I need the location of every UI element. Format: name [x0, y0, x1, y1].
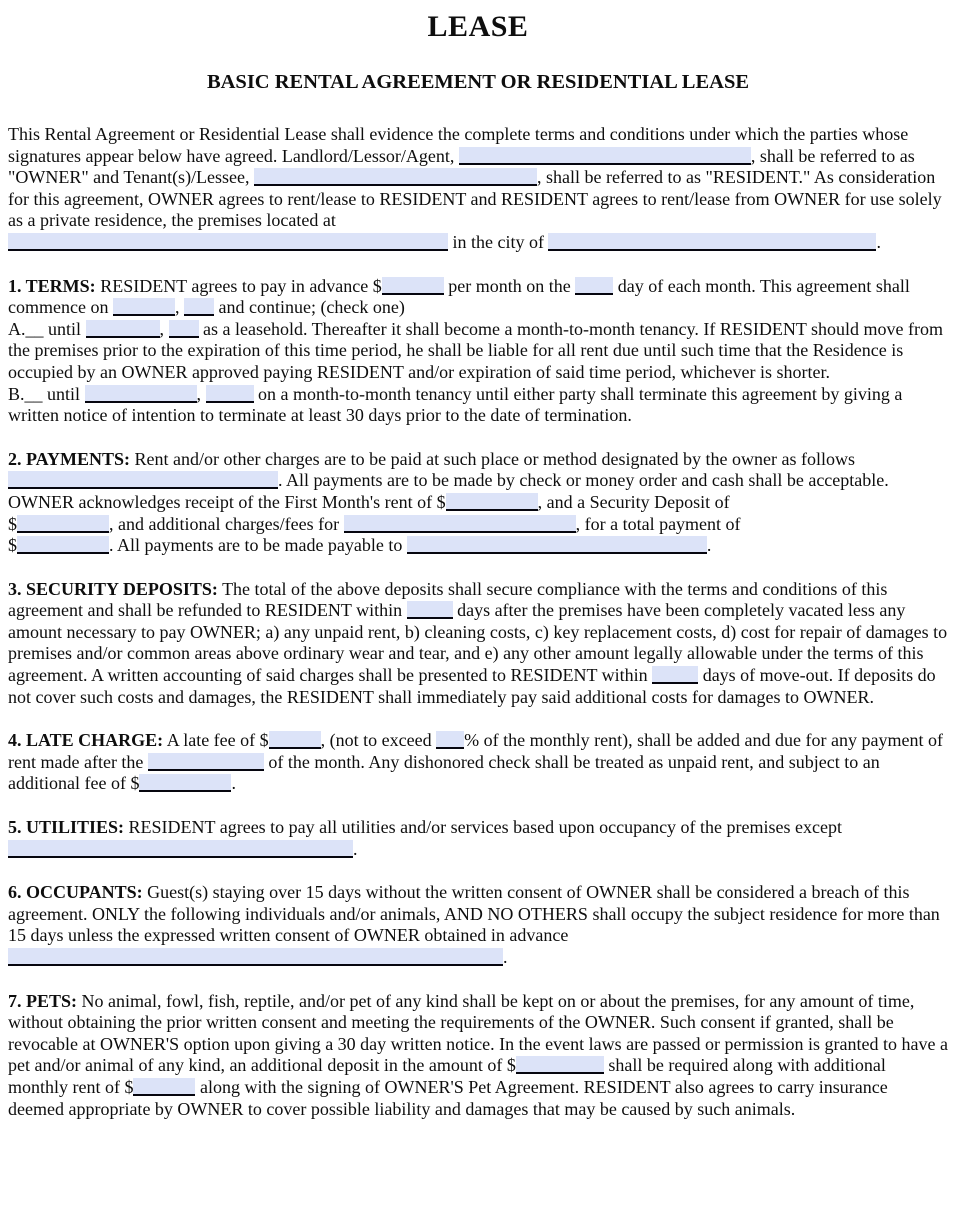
text-run: on a month-to-month tenancy until either party shall terminate this agreement by giving a written notice of intention to terminate at least 30 days prior to the date of termination.	[8, 383, 903, 426]
paragraph	[8, 882, 948, 968]
text-run: . All payments are to be made by check or money order and cash shall be acceptable. OWNER acknowledges receipt of the First Month's rent of $	[8, 470, 889, 512]
section-heading: 6. OCCUPANTS:	[8, 882, 143, 903]
month-to-month-end-date-field[interactable]	[85, 385, 197, 403]
pet-deposit-amount-field[interactable]	[516, 1056, 604, 1074]
text-run: .	[353, 838, 358, 859]
text-run: . All payments are to be made payable to	[109, 535, 407, 556]
text-run: , for a total payment of	[575, 513, 741, 534]
month-to-month-end-year-field[interactable]	[206, 385, 254, 403]
accounting-days-field[interactable]	[652, 666, 698, 684]
text-run: $	[8, 513, 17, 534]
text-run: A.__ until	[8, 318, 86, 339]
first-month-rent-field[interactable]	[446, 493, 538, 511]
section-heading: 3. SECURITY DEPOSITS:	[8, 578, 218, 599]
monthly-rent-amount-field[interactable]	[382, 277, 444, 295]
text-run: B.__ until	[8, 383, 85, 404]
approved-occupants-field[interactable]	[8, 948, 503, 966]
payable-to-field[interactable]	[407, 536, 707, 554]
section-intro	[8, 124, 948, 254]
total-payment-field[interactable]	[17, 536, 109, 554]
dishonored-check-fee-field[interactable]	[139, 774, 231, 792]
text-run: This Rental Agreement or Residential Lease shall evidence the complete terms and conditions under which the parties whose signatures appear below have agreed. Landlord/Lessor/Agent,	[8, 124, 909, 166]
text-run: $	[8, 535, 17, 556]
additional-charges-fees-field[interactable]	[344, 515, 576, 533]
section-heading: 4. LATE CHARGE:	[8, 730, 164, 751]
utilities-exception-field[interactable]	[8, 840, 353, 858]
premises-address-field[interactable]	[8, 233, 448, 251]
rent-due-day-field[interactable]	[575, 277, 613, 295]
text-run: , shall be referred to as "RESIDENT." As consideration for this agreement, OWNER agrees to rent/lease to RESIDENT and RESIDENT agrees to rent/lease from OWNER for use solely as a private residence, the premises located at	[8, 167, 942, 231]
paragraph	[8, 449, 948, 557]
text-run: A late fee of $	[163, 730, 269, 751]
text-run: and continue; (check one)	[213, 297, 405, 318]
section-payments	[8, 449, 948, 557]
paragraph	[8, 384, 948, 427]
deposit-refund-days-field[interactable]	[407, 601, 453, 619]
pet-monthly-rent-field[interactable]	[133, 1078, 195, 1096]
section-heading: 7. PETS:	[8, 990, 78, 1011]
text-run: RESIDENT agrees to pay all utilities and/or services based upon occupancy of the premises except	[124, 817, 842, 838]
text-run: The total of the above deposits shall secure compliance with the terms and conditions of this agreement and shall be refunded to RESIDENT within	[8, 578, 888, 621]
paragraph	[8, 124, 948, 254]
text-run: day of each month. This agreement shall commence on	[8, 275, 910, 318]
payment-place-method-field[interactable]	[8, 471, 278, 489]
text-run: .	[231, 773, 236, 794]
commencement-year-field[interactable]	[184, 298, 214, 316]
paragraph	[8, 991, 948, 1121]
paragraph	[8, 817, 948, 860]
security-deposit-amount-field[interactable]	[17, 515, 109, 533]
section-utilities	[8, 817, 948, 860]
text-run: , shall be referred to as "OWNER" and Tenant(s)/Lessee,	[8, 145, 915, 188]
text-run: No animal, fowl, fish, reptile, and/or pet of any kind shall be kept on or about the premises, for any amount of time, without obtaining the prior written consent and meeting the requirements of the OWNER. Such consent if granted, shall be revocable at OWNER'S option upon giving a 30 day written notice. In the event laws are passed or permission is granted to have a pet and/or animal of any kind, an additional deposit in the amount of $	[8, 990, 948, 1076]
leasehold-end-year-field[interactable]	[169, 320, 199, 338]
paragraph	[8, 579, 948, 709]
text-run: .	[706, 535, 712, 556]
section-terms	[8, 276, 948, 427]
text-run: , and a Security Deposit of	[537, 491, 730, 512]
section-pets	[8, 991, 948, 1121]
text-run: , and additional charges/fees for	[109, 513, 344, 534]
leasehold-end-date-field[interactable]	[86, 320, 160, 338]
text-run: Rent and/or other charges are to be paid at such place or method designated by the owner as follows	[130, 448, 855, 469]
text-run: ,	[159, 318, 169, 339]
section-heading: 5. UTILITIES:	[8, 817, 125, 838]
text-run: shall be required along with additional monthly rent of $	[8, 1055, 886, 1097]
text-run: , (not to exceed	[320, 730, 437, 751]
document-subtitle: BASIC RENTAL AGREEMENT OR RESIDENTIAL LEASE	[206, 71, 750, 93]
section-occupants	[8, 882, 948, 968]
text-run: in the city of	[448, 231, 549, 252]
city-field[interactable]	[548, 233, 876, 251]
section-heading: 2. PAYMENTS:	[8, 448, 131, 469]
text-run: along with the signing of OWNER'S Pet Agreement. RESIDENT also agrees to carry insurance deemed appropriate by OWNER to cover possible liability and damages that may be caused by such animals.	[8, 1076, 888, 1119]
text-run: as a leasehold. Thereafter it shall become a month-to-month tenancy. If RESIDENT should move from the premises prior to the expiration of this time period, he shall be liable for all rent due until such time that the Residence is occupied by an OWNER approved paying RESIDENT and/or expiration of said time period, whichever is shorter.	[8, 318, 943, 382]
section-security-deposits	[8, 579, 948, 709]
text-run: ,	[174, 297, 184, 318]
text-run: .	[503, 947, 508, 967]
section-heading: 1. TERMS:	[8, 275, 96, 296]
landlord-lessor-agent-field[interactable]	[459, 147, 751, 165]
paragraph	[8, 276, 948, 319]
text-run: % of the monthly rent), shall be added and due for any payment of rent made after the	[8, 730, 943, 772]
tenant-lessee-field[interactable]	[254, 168, 537, 186]
text-run: days of move-out. If deposits do not cover such costs and damages, the RESIDENT shall immediately pay said additional costs for damages to OWNER.	[8, 665, 936, 707]
document-title: LEASE	[427, 10, 529, 43]
late-fee-percent-field[interactable]	[436, 731, 464, 749]
paragraph	[8, 319, 948, 384]
late-fee-amount-field[interactable]	[269, 731, 321, 749]
text-run: days after the premises have been completely vacated less any amount necessary to pay OWNER; a) any unpaid rent, b) cleaning costs, c) key replacement costs, d) cost for repair of damages to premises and/or common areas above ordinary wear and tear, and e) any other amount legally allowable under the terms of this agreement. A written accounting of said charges shall be presented to RESIDENT within	[8, 600, 948, 686]
text-run: of the month. Any dishonored check shall be treated as unpaid rent, and subject to an additional fee of $	[8, 751, 880, 794]
text-run: RESIDENT agrees to pay in advance $	[95, 275, 382, 296]
text-run: ,	[196, 383, 206, 404]
text-run: Guest(s) staying over 15 days without the written consent of OWNER shall be considered a breach of this agreement. ONLY the following individuals and/or animals, AND NO OTHERS shall occupy the subject residence for more than 15 days unless the expressed written consent of OWNER obtained in advance	[8, 882, 940, 946]
section-late-charge	[8, 730, 948, 795]
late-after-day-field[interactable]	[148, 753, 264, 771]
paragraph	[8, 730, 948, 795]
commencement-date-field[interactable]	[113, 298, 175, 316]
text-run: .	[876, 231, 881, 252]
text-run: per month on the	[443, 275, 576, 296]
